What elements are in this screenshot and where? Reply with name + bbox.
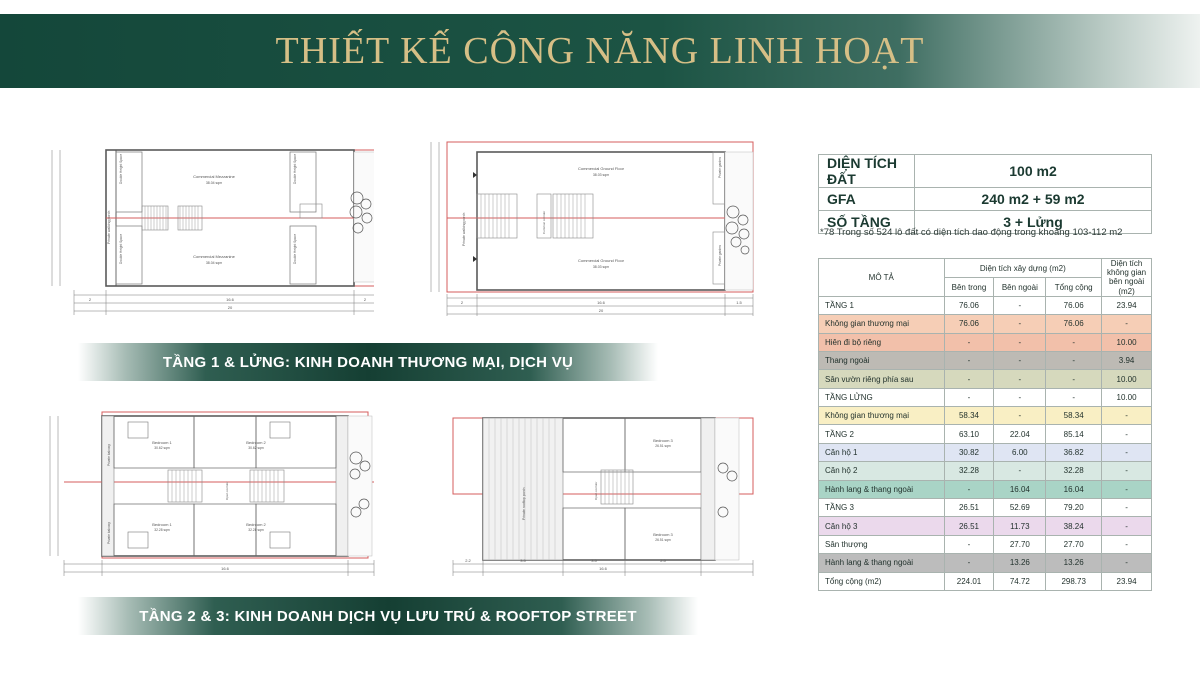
cell-outside: - bbox=[994, 315, 1046, 333]
row-label: Hành lang & thang ngoài bbox=[819, 480, 945, 498]
cell-outside: - bbox=[994, 388, 1046, 406]
room-label: Bedroom 3 bbox=[653, 532, 673, 537]
cell-outdoor: - bbox=[1102, 480, 1152, 498]
dimension-label: 16.6 bbox=[599, 566, 607, 571]
column-header-desc: MÔ TẢ bbox=[819, 259, 945, 297]
row-label: Hành lang & thang ngoài bbox=[819, 554, 945, 572]
column-header-total: Tổng cộng bbox=[1046, 278, 1102, 296]
dimension-label: 2.5 bbox=[660, 558, 666, 563]
room-area: 32.28 sqm bbox=[154, 528, 170, 532]
cell-outside: 13.26 bbox=[994, 554, 1046, 572]
dimension-label: 3.5 bbox=[520, 558, 526, 563]
cell-outside: 27.70 bbox=[994, 535, 1046, 553]
room-label: Bedroom 2 bbox=[246, 440, 266, 445]
cell-total: 32.28 bbox=[1046, 462, 1102, 480]
cell-outdoor: 3.94 bbox=[1102, 351, 1152, 369]
table-row bbox=[819, 572, 1152, 590]
cell-outside: 74.72 bbox=[994, 572, 1046, 590]
row-label: Căn hộ 3 bbox=[819, 517, 945, 535]
room-area: 38.04 sqm bbox=[205, 181, 223, 185]
row-label: Không gian thương mại bbox=[819, 407, 945, 425]
summary-value: 3 + Lửng bbox=[915, 211, 1152, 234]
space-label: Double Height Space bbox=[119, 153, 123, 184]
cell-outside: - bbox=[994, 407, 1046, 425]
summary-value: 100 m2 bbox=[915, 155, 1152, 188]
cell-total: 38.24 bbox=[1046, 517, 1102, 535]
floor-plan-mezzanine bbox=[44, 140, 374, 320]
cell-outdoor: - bbox=[1102, 315, 1152, 333]
section-ribbon-floor23 bbox=[78, 597, 698, 635]
cell-outdoor: - bbox=[1102, 499, 1152, 517]
dimension-label: 1.5 bbox=[736, 300, 742, 305]
table-row bbox=[819, 370, 1152, 388]
cell-outdoor: - bbox=[1102, 535, 1152, 553]
garden-label: Private garden bbox=[718, 245, 722, 266]
cell-inside: 76.06 bbox=[944, 315, 994, 333]
cell-inside: 32.28 bbox=[944, 462, 994, 480]
porch-label: Private walking porch bbox=[107, 210, 111, 244]
table-row bbox=[819, 517, 1152, 535]
row-label: TẦNG 2 bbox=[819, 425, 945, 443]
cell-outside: - bbox=[994, 333, 1046, 351]
corridor-label: Open corridor bbox=[225, 481, 229, 500]
cell-total: 58.34 bbox=[1046, 407, 1102, 425]
room-area: 26.51 sqm bbox=[655, 444, 671, 448]
cell-outdoor: 23.94 bbox=[1102, 296, 1152, 314]
section-ribbon-floor1 bbox=[78, 343, 658, 381]
cell-outdoor: - bbox=[1102, 462, 1152, 480]
dimension-label: 2 bbox=[88, 297, 92, 302]
row-label: Sân vườn riêng phía sau bbox=[819, 370, 945, 388]
room-area: 38.03 sqm bbox=[592, 265, 610, 269]
cell-inside: 224.01 bbox=[944, 572, 994, 590]
room-area: 30.62 sqm bbox=[154, 446, 170, 450]
cell-inside: 63.10 bbox=[944, 425, 994, 443]
cell-inside: - bbox=[944, 388, 994, 406]
cell-total: 27.70 bbox=[1046, 535, 1102, 553]
cell-total: 85.14 bbox=[1046, 425, 1102, 443]
row-label: Sân thượng bbox=[819, 535, 945, 553]
room-area: 26.51 sqm bbox=[655, 538, 671, 542]
cell-total: - bbox=[1046, 370, 1102, 388]
cell-outside: 16.04 bbox=[994, 480, 1046, 498]
row-label: TẦNG 3 bbox=[819, 499, 945, 517]
table-row bbox=[819, 407, 1152, 425]
corridor-label: Common corridor bbox=[542, 210, 546, 234]
title-banner bbox=[0, 14, 1200, 88]
room-label: Bedroom 3 bbox=[653, 438, 673, 443]
cell-outside: - bbox=[994, 370, 1046, 388]
column-header-outdoor: Diện tích không gian bên ngoài (m2) bbox=[1102, 259, 1152, 297]
space-label: Double Height Space bbox=[293, 233, 297, 264]
cell-outdoor: 10.00 bbox=[1102, 333, 1152, 351]
table-row bbox=[819, 333, 1152, 351]
room-label: Commercial Ground Floor bbox=[577, 258, 625, 263]
page-title: THIẾT KẾ CÔNG NĂNG LINH HOẠT bbox=[275, 30, 925, 72]
cell-inside: - bbox=[944, 370, 994, 388]
cell-inside: 76.06 bbox=[944, 296, 994, 314]
table-row bbox=[819, 388, 1152, 406]
room-area: 38.04 sqm bbox=[205, 261, 223, 265]
room-label: Commercial Mezzanine bbox=[193, 254, 235, 259]
ribbon-text: TẦNG 1 & LỬNG: KINH DOANH THƯƠNG MẠI, DỊCH VỤ bbox=[162, 353, 574, 371]
table-body bbox=[819, 296, 1152, 590]
footnote: *78 Trong số 524 lô đất có diện tích dao động trong khoảng 103-112 m2 bbox=[820, 227, 1123, 238]
cell-outside: 6.00 bbox=[994, 443, 1046, 461]
ribbon-text: TẦNG 2 & 3: KINH DOANH DỊCH VỤ LƯU TRÚ & ROOFTOP STREET bbox=[139, 607, 637, 625]
summary-table bbox=[818, 154, 1152, 234]
cell-total: 16.04 bbox=[1046, 480, 1102, 498]
summary-row bbox=[819, 155, 1152, 188]
floor-plan-ground bbox=[425, 138, 770, 318]
table-row bbox=[819, 443, 1152, 461]
cell-total: - bbox=[1046, 333, 1102, 351]
room-area: 32.28 sqm bbox=[248, 528, 264, 532]
dimension-label: 16.6 bbox=[221, 566, 229, 571]
table-header-row bbox=[819, 259, 1152, 278]
cell-total: 79.20 bbox=[1046, 499, 1102, 517]
cell-outside: 11.73 bbox=[994, 517, 1046, 535]
column-header-inside: Bên trong bbox=[944, 278, 994, 296]
cell-outside: 52.69 bbox=[994, 499, 1046, 517]
cell-outdoor: - bbox=[1102, 407, 1152, 425]
table-row bbox=[819, 462, 1152, 480]
cell-outside: - bbox=[994, 462, 1046, 480]
cell-outdoor: - bbox=[1102, 517, 1152, 535]
table-row bbox=[819, 480, 1152, 498]
dimension-label: 20 bbox=[227, 305, 233, 310]
column-header-group: Diện tích xây dựng (m2) bbox=[944, 259, 1102, 278]
table-row bbox=[819, 499, 1152, 517]
cell-total: 298.73 bbox=[1046, 572, 1102, 590]
cell-outside: - bbox=[994, 351, 1046, 369]
row-label: TẦNG LỬNG bbox=[819, 388, 945, 406]
cell-total: 36.82 bbox=[1046, 443, 1102, 461]
row-label: TẦNG 1 bbox=[819, 296, 945, 314]
space-label: Double Height Space bbox=[293, 153, 297, 184]
summary-label: SỐ TẦNG bbox=[819, 211, 915, 234]
cell-inside: - bbox=[944, 554, 994, 572]
cell-total: - bbox=[1046, 388, 1102, 406]
corridor-label: Open corridor bbox=[594, 481, 598, 500]
room-label: Commercial Ground Floor bbox=[577, 166, 625, 171]
balcony-label: Private balcony bbox=[107, 522, 111, 544]
table-row bbox=[819, 296, 1152, 314]
room-label: Commercial Mezzanine bbox=[193, 174, 235, 179]
table-row bbox=[819, 554, 1152, 572]
row-label: Căn hộ 1 bbox=[819, 443, 945, 461]
cell-inside: - bbox=[944, 333, 994, 351]
cell-outdoor: 10.00 bbox=[1102, 388, 1152, 406]
table-row bbox=[819, 315, 1152, 333]
row-label: Hiên đi bộ riêng bbox=[819, 333, 945, 351]
dimension-label: 3.5 bbox=[591, 558, 597, 563]
balcony-label: Private balcony bbox=[107, 444, 111, 466]
row-label: Thang ngoài bbox=[819, 351, 945, 369]
dimension-label: 2 bbox=[460, 300, 464, 305]
dimension-label: 16.6 bbox=[226, 297, 234, 302]
cell-outside: - bbox=[994, 296, 1046, 314]
cell-outdoor: - bbox=[1102, 425, 1152, 443]
space-label: Double Height Space bbox=[119, 233, 123, 264]
row-label: Không gian thương mại bbox=[819, 315, 945, 333]
summary-label: DIỆN TÍCH ĐẤT bbox=[819, 155, 915, 188]
cell-outdoor: - bbox=[1102, 554, 1152, 572]
summary-row bbox=[819, 188, 1152, 211]
cell-inside: - bbox=[944, 480, 994, 498]
room-area: 30.62 sqm bbox=[248, 446, 264, 450]
cell-inside: 58.34 bbox=[944, 407, 994, 425]
dimension-label: 2 bbox=[363, 297, 367, 302]
room-label: Bedroom 2 bbox=[246, 522, 266, 527]
cell-inside: - bbox=[944, 535, 994, 553]
cell-total: 13.26 bbox=[1046, 554, 1102, 572]
floor-plan-floor3 bbox=[425, 408, 770, 580]
cell-total: - bbox=[1046, 351, 1102, 369]
floor-plan-floor2 bbox=[44, 408, 384, 580]
cell-inside: - bbox=[944, 351, 994, 369]
row-label: Căn hộ 2 bbox=[819, 462, 945, 480]
dimension-label: 2.2 bbox=[465, 558, 471, 563]
dimension-label: 20 bbox=[598, 308, 604, 313]
dimension-label: 16.6 bbox=[597, 300, 605, 305]
cell-outside: 22.04 bbox=[994, 425, 1046, 443]
cell-inside: 26.51 bbox=[944, 499, 994, 517]
cell-outdoor: 10.00 bbox=[1102, 370, 1152, 388]
summary-value: 240 m2 + 59 m2 bbox=[915, 188, 1152, 211]
terrace-label: Private rooftop porch bbox=[522, 487, 526, 520]
cell-outdoor: - bbox=[1102, 443, 1152, 461]
cell-outdoor: 23.94 bbox=[1102, 572, 1152, 590]
table-row bbox=[819, 535, 1152, 553]
cell-total: 76.06 bbox=[1046, 315, 1102, 333]
table-row bbox=[819, 425, 1152, 443]
column-header-outside: Bên ngoài bbox=[994, 278, 1046, 296]
room-label: Bedroom 1 bbox=[152, 440, 172, 445]
row-label: Tổng cộng (m2) bbox=[819, 572, 945, 590]
summary-label: GFA bbox=[819, 188, 915, 211]
room-label: Bedroom 1 bbox=[152, 522, 172, 527]
cell-total: 76.06 bbox=[1046, 296, 1102, 314]
cell-inside: 26.51 bbox=[944, 517, 994, 535]
area-detail-table bbox=[818, 258, 1152, 591]
garden-label: Private garden bbox=[718, 157, 722, 178]
cell-inside: 30.82 bbox=[944, 443, 994, 461]
porch-label: Private walking porch bbox=[462, 212, 466, 246]
room-area: 38.03 sqm bbox=[592, 173, 610, 177]
table-row bbox=[819, 351, 1152, 369]
